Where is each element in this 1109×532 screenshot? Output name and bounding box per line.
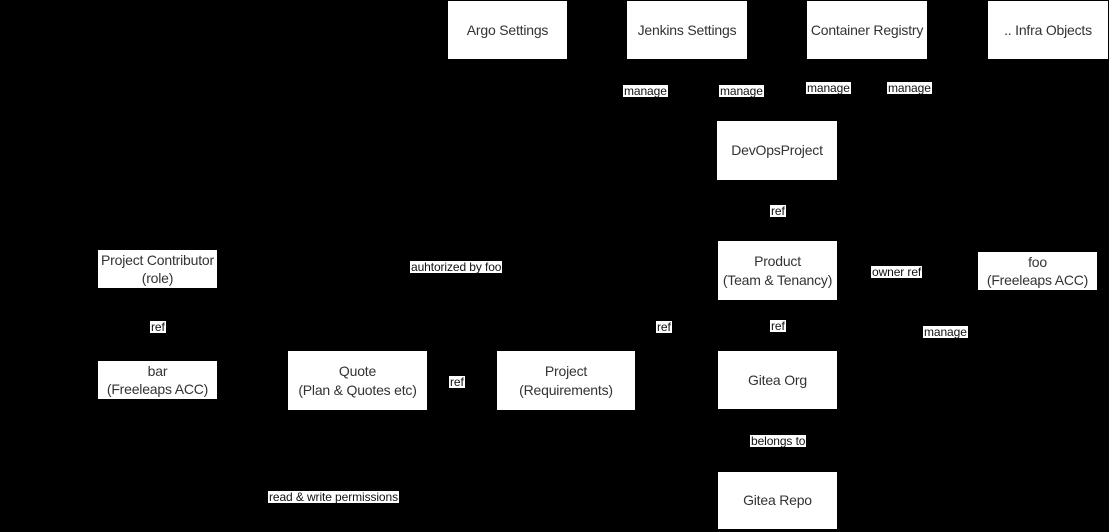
node-jenkins-settings (627, 1, 747, 59)
edge-label-ref-project-product: ref (657, 320, 671, 334)
node-label: bar (147, 363, 168, 379)
edge-label-manage-foo-gitea: manage (924, 325, 967, 339)
node-quote (288, 351, 427, 410)
edge-label-ref-product-gitea-org: ref (771, 319, 785, 333)
node-label: DevOpsProject (731, 142, 823, 158)
node-label: .. Infra Objects (1004, 21, 1092, 38)
node-gitea-repo (718, 472, 837, 529)
node-project-contributor (98, 250, 217, 288)
edge-label-ref-devops-product: ref (771, 204, 785, 218)
node-label: Project (544, 362, 588, 379)
node-bar-freeleaps-acc (98, 361, 217, 399)
node-label: (Freeleaps ACC) (986, 272, 1089, 288)
node-project (497, 351, 635, 410)
edge-label-owner-ref: owner ref (872, 265, 922, 279)
node-label: (Plan & Quotes etc) (298, 381, 417, 398)
edge-label-ref-quote-project: ref (450, 375, 464, 389)
node-gitea-org (718, 351, 837, 409)
edge-label-manage-jenkins: manage (720, 84, 763, 98)
edge-label-manage-container: manage (807, 81, 850, 95)
node-label: Project Contributor (101, 252, 214, 268)
node-foo-freeleaps-acc (978, 252, 1097, 290)
node-label: Quote (338, 362, 377, 379)
node-container-registry (807, 1, 927, 59)
node-infra-objects (988, 1, 1108, 59)
node-label: Container Registry (810, 21, 924, 38)
node-label: (role) (141, 270, 174, 286)
node-label: Jenkins Settings (637, 21, 737, 38)
node-label: (Team & Tenancy) (722, 271, 833, 288)
edge-label-manage-infra: manage (888, 81, 931, 95)
node-label: foo (1028, 254, 1047, 270)
node-label: Argo Settings (466, 21, 549, 38)
node-argo-settings (448, 1, 567, 59)
edge-label-ref-contributor-bar: ref (151, 320, 165, 334)
node-label: Product (754, 252, 801, 269)
edge-label-auhtorized-by-foo: auhtorized by foo (411, 260, 502, 274)
node-label: (Freeleaps ACC) (106, 381, 209, 397)
node-label: Gitea Org (748, 371, 807, 388)
node-product (718, 241, 837, 300)
node-label: (Requirements) (519, 381, 613, 398)
edge-label-manage-argo: manage (624, 84, 667, 98)
node-label: Gitea Repo (743, 492, 812, 508)
edge-label-belongs-to: belongs to (751, 434, 806, 448)
node-devops-project (717, 121, 837, 180)
edge-label-read-write-permissions: read & write permissions (269, 490, 398, 504)
